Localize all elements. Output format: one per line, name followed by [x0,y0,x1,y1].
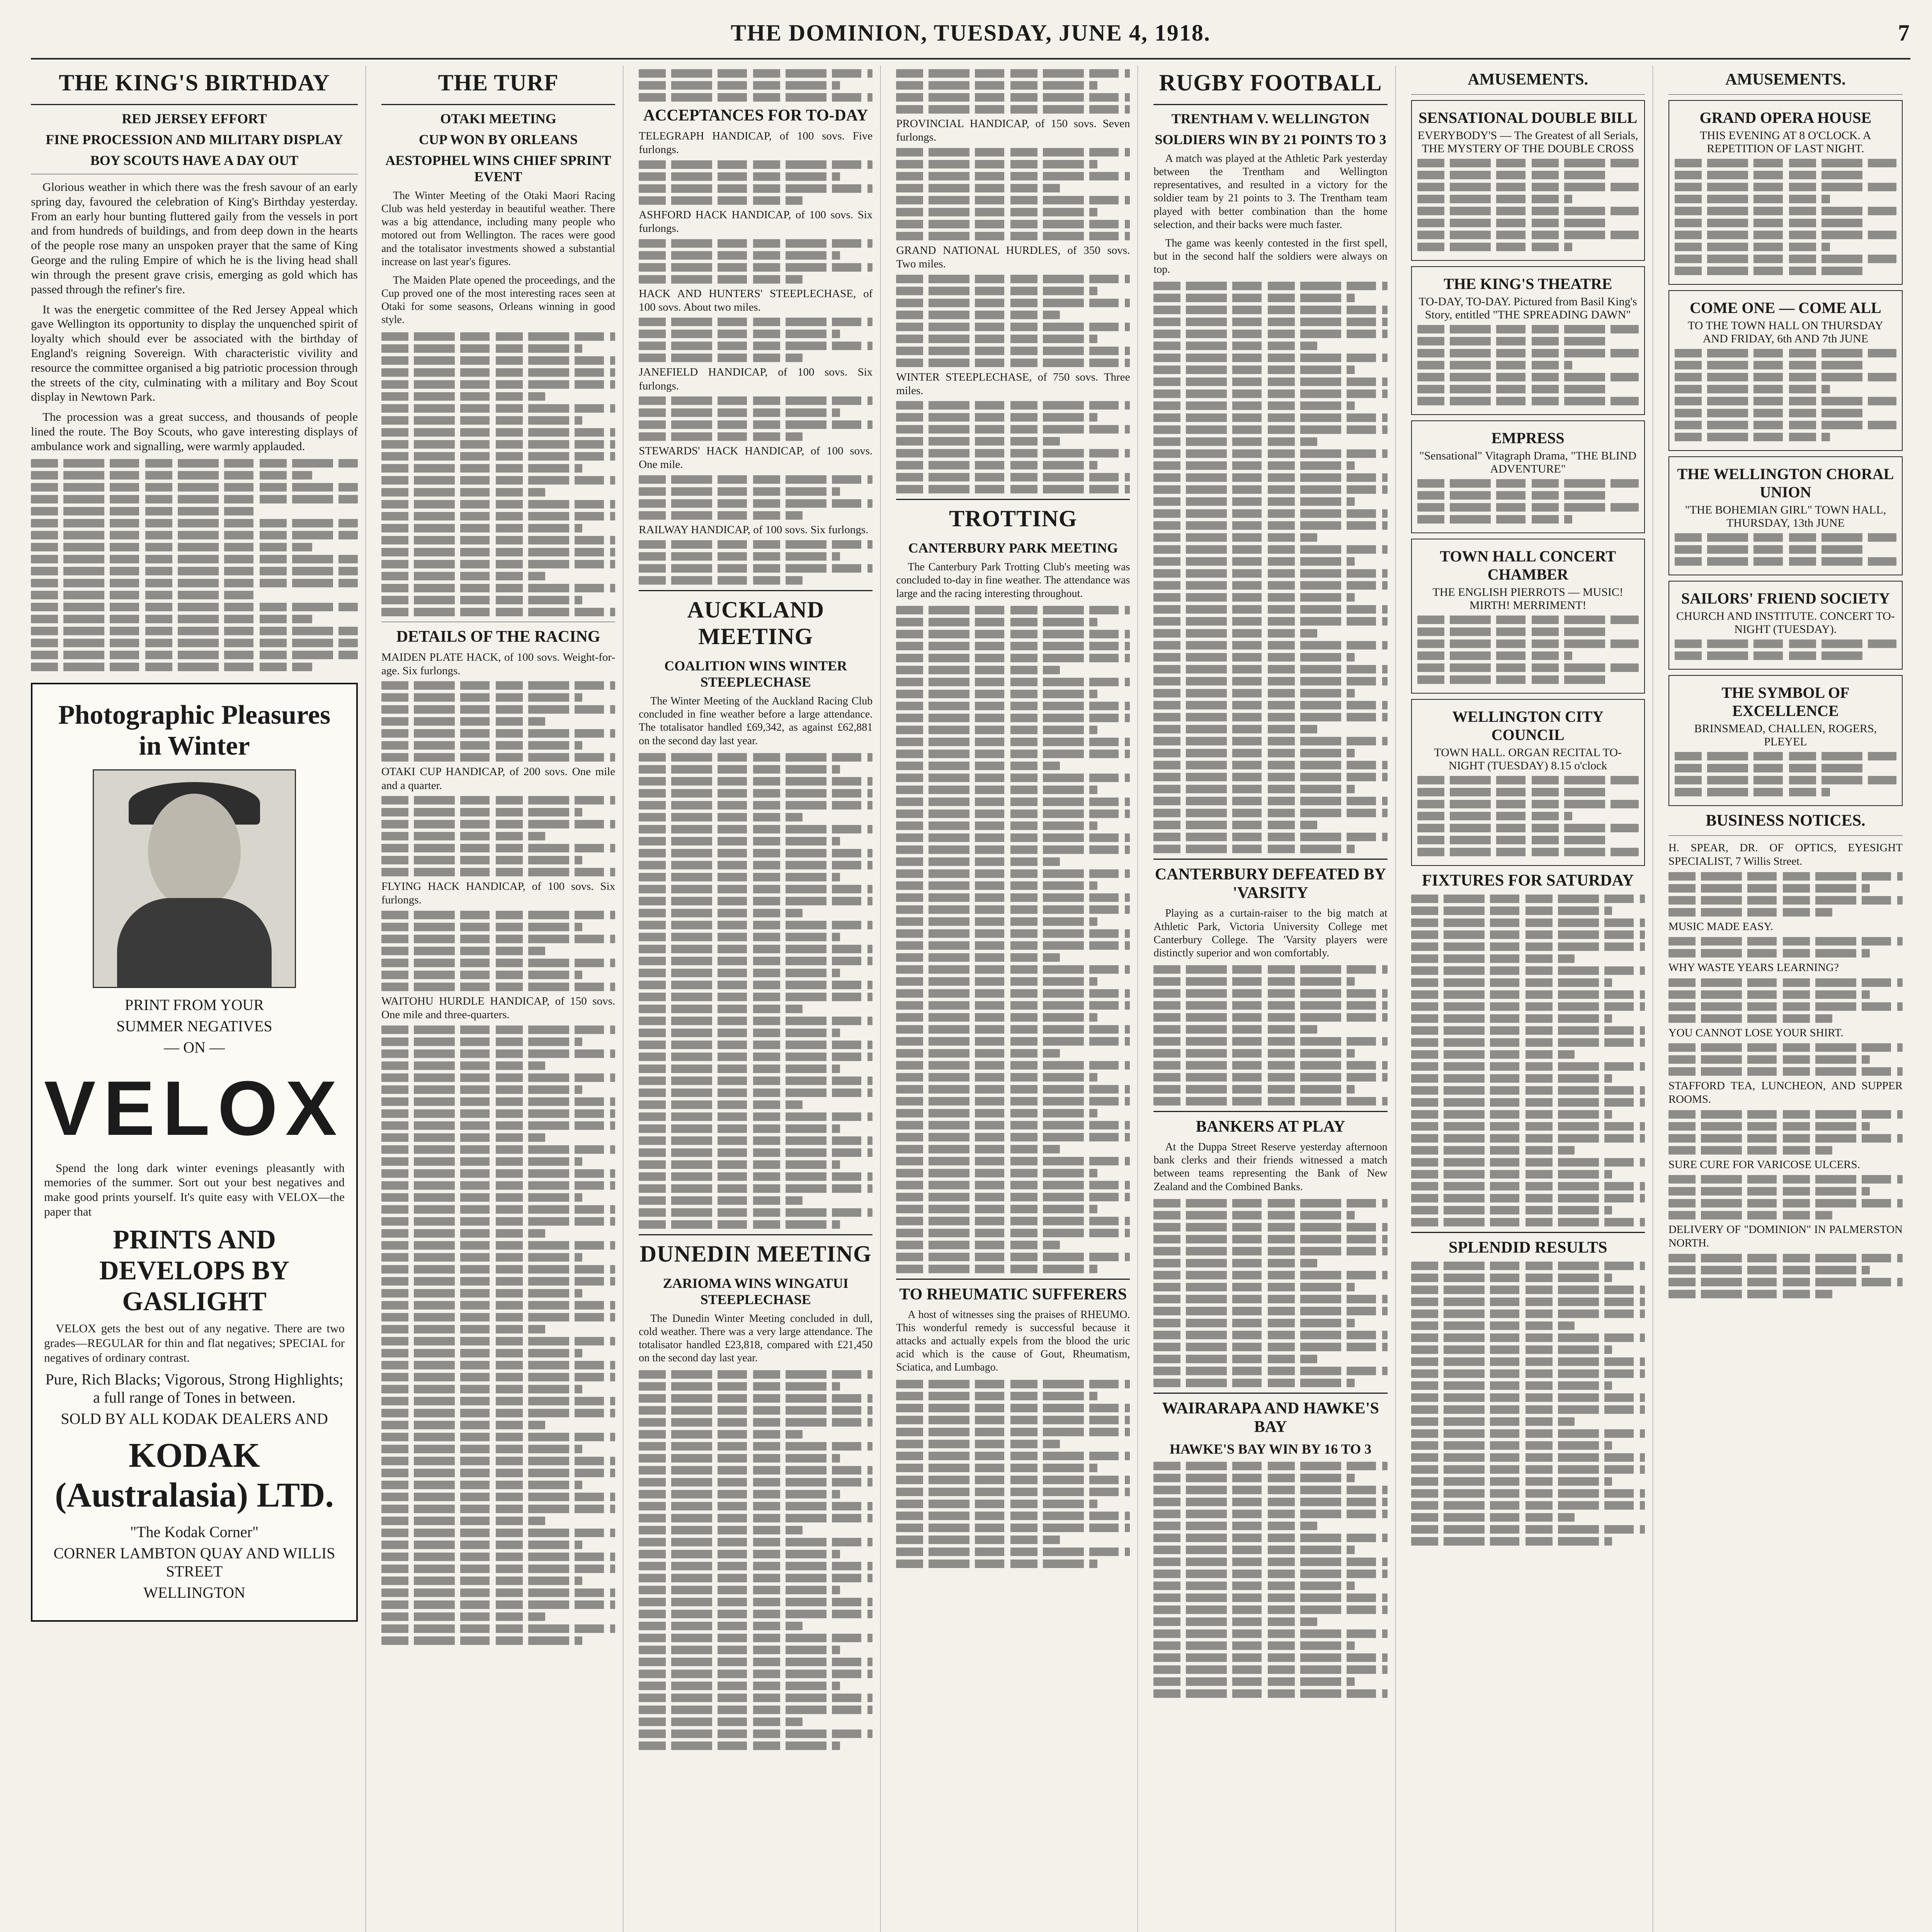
acceptance-item: STEWARDS' HACK HANDICAP, of 100 sovs. One mile. [639,445,873,471]
turf-heading: THE TURF [438,70,559,95]
page-number: 7 [1898,20,1910,46]
masthead-title: THE DOMINION, TUESDAY, JUNE 4, 1918. [731,20,1211,46]
canterbury-heading: CANTERBURY DEFEATED BY 'VARSITY [1155,866,1386,902]
amusements-heading: AMUSEMENTS. [1725,71,1846,88]
ad-line: PRINT FROM YOUR [124,996,264,1014]
ad-text: THE ENGLISH PIERROTS — MUSIC! MIRTH! MERRIMENT! [1432,586,1623,612]
business-notice: STAFFORD TEA, LUNCHEON, AND SUPPER ROOMS. [1668,1079,1903,1106]
kings-birthday-headline: THE KING'S BIRTHDAY [59,70,330,95]
ad-copy: VELOX gets the best out of any negative. There are two grades—REGULAR for thin and flat negatives; SPECIAL for negatives of ordinary contrast. [44,1321,345,1364]
article-paragraph: The procession was a great success, and thousands of people lined the route. The Boy Scouts, who gave interesting displays of ambulance work and signalling, were warmly applauded. [31,410,358,453]
ad-title: COME ONE — COME ALL [1690,299,1881,316]
ad-corner: "The Kodak Corner" [130,1523,259,1541]
amusement-ad [1411,266,1645,415]
ad-title: Photographic Pleasures in Winter [58,700,331,761]
ad-copy: Spend the long dark winter evenings pleasantly with memories of the summer. Sort out your best negatives and make good prints yourself. It's quite easy with VELOX—the paper that [44,1161,345,1219]
acceptance-item: ASHFORD HACK HANDICAP, of 100 sovs. Six furlongs. [639,208,873,235]
trotting-heading: TROTTING [949,506,1077,532]
column-4 [896,66,1138,1932]
rugby-sub: SOLDIERS WIN BY 21 POINTS TO 3 [1155,132,1386,147]
turf-sub: CUP WON BY ORLEANS [418,132,578,147]
article-paragraph: The Winter Meeting of the Otaki Maori Racing Club was held yesterday in beautiful weather. There was a big attendance, including many people who motored out from Wellington. The races were good and the totalisator investments showed a substantial increase on last year's figures. [381,190,616,268]
race-item: GRAND NATIONAL HURDLES, of 350 sovs. Two miles. [896,244,1130,270]
amusement-ad [1668,100,1903,285]
race-result: WAITOHU HURDLE HANDICAP, of 150 sovs. One mile and three-quarters. [381,995,616,1021]
business-notice: WHY WASTE YEARS LEARNING? [1668,961,1839,974]
column-7 [1668,66,1910,1932]
velox-brand: VELOX [44,1065,345,1151]
amusement-ad [1411,539,1645,694]
ad-sold: SOLD BY ALL KODAK DEALERS AND [61,1410,328,1428]
amusement-ad [1668,456,1903,575]
turf-sub: OTAKI MEETING [440,111,556,126]
article-paragraph: The Dunedin Winter Meeting concluded in dull, cold weather. There was a very large attendance. The totalisator handled £23,818, compared with £21,450 on the second day last year. [639,1312,873,1364]
business-notice: DELIVERY OF "DOMINION" IN PALMERSTON NORTH. [1668,1223,1903,1250]
ad-title: WELLINGTON CITY COUNCIL [1452,708,1604,743]
auckland-heading: AUCKLAND MEETING [687,597,825,650]
article-paragraph: The Winter Meeting of the Auckland Racing Club concluded in fine weather before a large attendance. The totalisator handled £69,342, as against £62,881 on the second day last year. [639,695,873,747]
ad-title: THE SYMBOL OF EXCELLENCE [1721,684,1850,719]
race-item: WINTER STEEPLECHASE, of 750 sovs. Three miles. [896,371,1130,397]
acceptance-item: HACK AND HUNTERS' STEEPLECHASE, of 100 sovs. About two miles. [639,287,873,313]
turf-sub: AESTOPHEL WINS CHIEF SPRINT EVENT [385,153,611,184]
ad-title: SENSATIONAL DOUBLE BILL [1418,109,1638,126]
subhead-2: FINE PROCESSION AND MILITARY DISPLAY [46,132,343,147]
article-paragraph: Playing as a curtain-raiser to the big match at Athletic Park, Victoria University College met Canterbury College. The 'Varsity players were distinctly superior and won comfortably. [1153,907,1388,959]
ad-title: TOWN HALL CONCERT CHAMBER [1440,548,1616,583]
wairarapa-heading: WAIRARAPA AND HAWKE'S BAY [1162,1399,1379,1436]
acceptance-item: TELEGRAPH HANDICAP, of 100 sovs. Five furlongs. [639,130,873,156]
rugby-sub: TRENTHAM V. WELLINGTON [1171,111,1370,126]
rugby-heading: RUGBY FOOTBALL [1159,70,1382,95]
column-6 [1411,66,1653,1932]
column-2 [381,66,623,1932]
wairarapa-sub: HAWKE'S BAY WIN BY 16 TO 3 [1169,1441,1372,1457]
amusement-ad [1668,581,1903,670]
article-paragraph: Glorious weather in which there was the fresh savour of an early spring day, favoured the celebration of King's Birthday yesterday. From an early hour bunting fluttered gaily from the vessels in port and from hundreds of buildings, and from deep down in the hearts of the people rose many an unspoken prayer that the same of King George and the ruling Empire of which he is the living head shall win through the present grave crisis, emerging as gold which has passed through the refiner's fire. [31,180,358,296]
ad-text: BRINSMEAD, CHALLEN, ROGERS, PLEYEL [1694,722,1877,748]
ad-line: SUMMER NEGATIVES [116,1017,272,1035]
acceptance-item: JANEFIELD HANDICAP, of 100 sovs. Six furlongs. [639,366,873,392]
ad-title: GRAND OPERA HOUSE [1699,109,1872,126]
race-result: MAIDEN PLATE HACK, of 100 sovs. Weight-for-age. Six furlongs. [381,651,616,677]
race-result: OTAKI CUP HANDICAP, of 200 sovs. One mile and a quarter. [381,765,616,792]
business-notice: SURE CURE FOR VARICOSE ULCERS. [1668,1158,1860,1171]
ad-text: CHURCH AND INSTITUTE. CONCERT TO-NIGHT (TUESDAY). [1676,610,1895,636]
kodak-brand: KODAK (Australasia) LTD. [55,1436,334,1515]
columns [31,66,1910,1932]
article-paragraph: The Maiden Plate opened the proceedings, and the Cup proved one of the most interesting races seen at Otaki for some seasons, Orleans winning in good style. [381,274,616,326]
business-notice: H. SPEAR, DR. OF OPTICS, EYESIGHT SPECIALIST, 7 Willis Street. [1668,842,1903,868]
ad-text: TO THE TOWN HALL ON THURSDAY AND FRIDAY, 6th AND 7th JUNE [1687,319,1883,345]
bankers-heading: BANKERS AT PLAY [1196,1118,1345,1136]
details-heading: DETAILS OF THE RACING [396,628,600,646]
velox-advertisement [31,683,358,1622]
ad-title: THE KING'S THEATRE [1444,275,1612,293]
column-1 [31,66,366,1932]
ad-copy: Pure, Rich Blacks; Vigorous, Strong Highlights; a full range of Tones in between. [45,1371,344,1406]
ad-line: — ON — [164,1038,225,1056]
ad-text: "Sensational" Vitagraph Drama, "THE BLIND ADVENTURE" [1419,449,1637,475]
article-paragraph: A match was played at the Athletic Park yesterday between the Trentham and Wellington representatives, and resulted in a victory for the soldier team by 21 points to 3. The Trentham team played with better combination than the home selection, and their backs were much faster. [1153,153,1388,231]
column-5 [1153,66,1395,1932]
ad-heading: PRINTS AND DEVELOPS BY GASLIGHT [99,1225,289,1316]
ad-title: SAILORS' FRIEND SOCIETY [1681,590,1890,607]
ad-text: TO-DAY, TO-DAY. Pictured from Basil King's Story, entitled "THE SPREADING DAWN" [1418,295,1637,321]
amusement-ad [1668,290,1903,451]
race-result: FLYING HACK HANDICAP, of 100 sovs. Six furlongs. [381,880,616,906]
article-paragraph: It was the energetic committee of the Red Jersey Appeal which gave Wellington its opportunity to display the unquenched spirit of loyalty which should ever be associated with the birthday of England's reigning Sovereign. With characteristic vivility and resource the committee organised a big patriotic procession through the streets of the city, culminating with a military and Boy Scout display in Newtown Park. [31,302,358,404]
acceptances-heading: ACCEPTANCES FOR TO-DAY [643,107,868,124]
amusement-ad [1411,699,1645,866]
dunedin-heading: DUNEDIN MEETING [639,1241,872,1267]
masthead [31,8,1910,60]
column-3 [639,66,881,1932]
divider [381,104,615,105]
dunedin-sub: ZARIOMA WINS WINGATUI STEEPLECHASE [663,1275,849,1307]
divider [1153,104,1387,105]
ad-city: WELLINGTON [143,1584,245,1602]
article-paragraph: The Canterbury Park Trotting Club's meeting was concluded to-day in fine weather. The attendance was large and the racing interesting throughout. [896,561,1130,600]
ad-text: EVERYBODY'S — The Greatest of all Serials, THE MYSTERY OF THE DOUBLE CROSS [1417,129,1638,155]
amusement-ad [1411,420,1645,533]
auckland-sub: COALITION WINS WINTER STEEPLECHASE [664,658,847,690]
trotting-sub: CANTERBURY PARK MEETING [908,540,1118,556]
ad-text: "THE BOHEMIAN GIRL" TOWN HALL, THURSDAY, 13th JUNE [1685,503,1886,529]
fixtures-heading: FIXTURES FOR SATURDAY [1422,872,1634,889]
business-notice: MUSIC MADE EASY. [1668,920,1773,933]
ad-title: THE WELLINGTON CHORAL UNION [1677,465,1894,501]
acceptance-item: RAILWAY HANDICAP, of 100 sovs. Six furlongs. [639,523,869,536]
business-heading: BUSINESS NOTICES. [1706,812,1866,830]
ad-text: TOWN HALL. ORGAN RECITAL TO-NIGHT (TUESDAY) 8.15 o'clock [1434,746,1622,772]
ad-address: CORNER LAMBTON QUAY AND WILLIS STREET [53,1544,335,1580]
business-notice: YOU CANNOT LOSE YOUR SHIRT. [1668,1026,1844,1039]
article-paragraph: A host of witnesses sing the praises of RHEUMO. This wonderful remedy is successful because it attacks and actually expels from the blood the uric acid which is the cause of Gout, Rheumatism, Sciatica, and Lumbago. [896,1308,1130,1374]
splendid-heading: SPLENDID RESULTS [1449,1239,1607,1257]
ad-text: THIS EVENING AT 8 O'CLOCK. A REPETITION OF LAST NIGHT. [1700,129,1871,155]
subhead-1: RED JERSEY EFFORT [122,111,267,126]
amusement-ad [1668,675,1903,806]
article-paragraph: At the Duppa Street Reserve yesterday afternoon bank clerks and their friends witnessed a match between teams representing the Bank of New Zealand and the Combined Banks. [1153,1141,1388,1193]
divider [31,104,358,105]
race-item: PROVINCIAL HANDICAP, of 150 sovs. Seven furlongs. [896,117,1130,144]
subhead-3: BOY SCOUTS HAVE A DAY OUT [90,153,299,168]
rheumatic-heading: TO RHEUMATIC SUFFERERS [899,1285,1127,1303]
amusement-ad [1411,100,1645,261]
article-paragraph: The game was keenly contested in the first spell, but in the second half the soldiers were always on top. [1153,237,1388,276]
ad-title: EMPRESS [1491,429,1565,447]
amusements-heading: AMUSEMENTS. [1468,71,1588,88]
ad-illustration [93,769,296,988]
